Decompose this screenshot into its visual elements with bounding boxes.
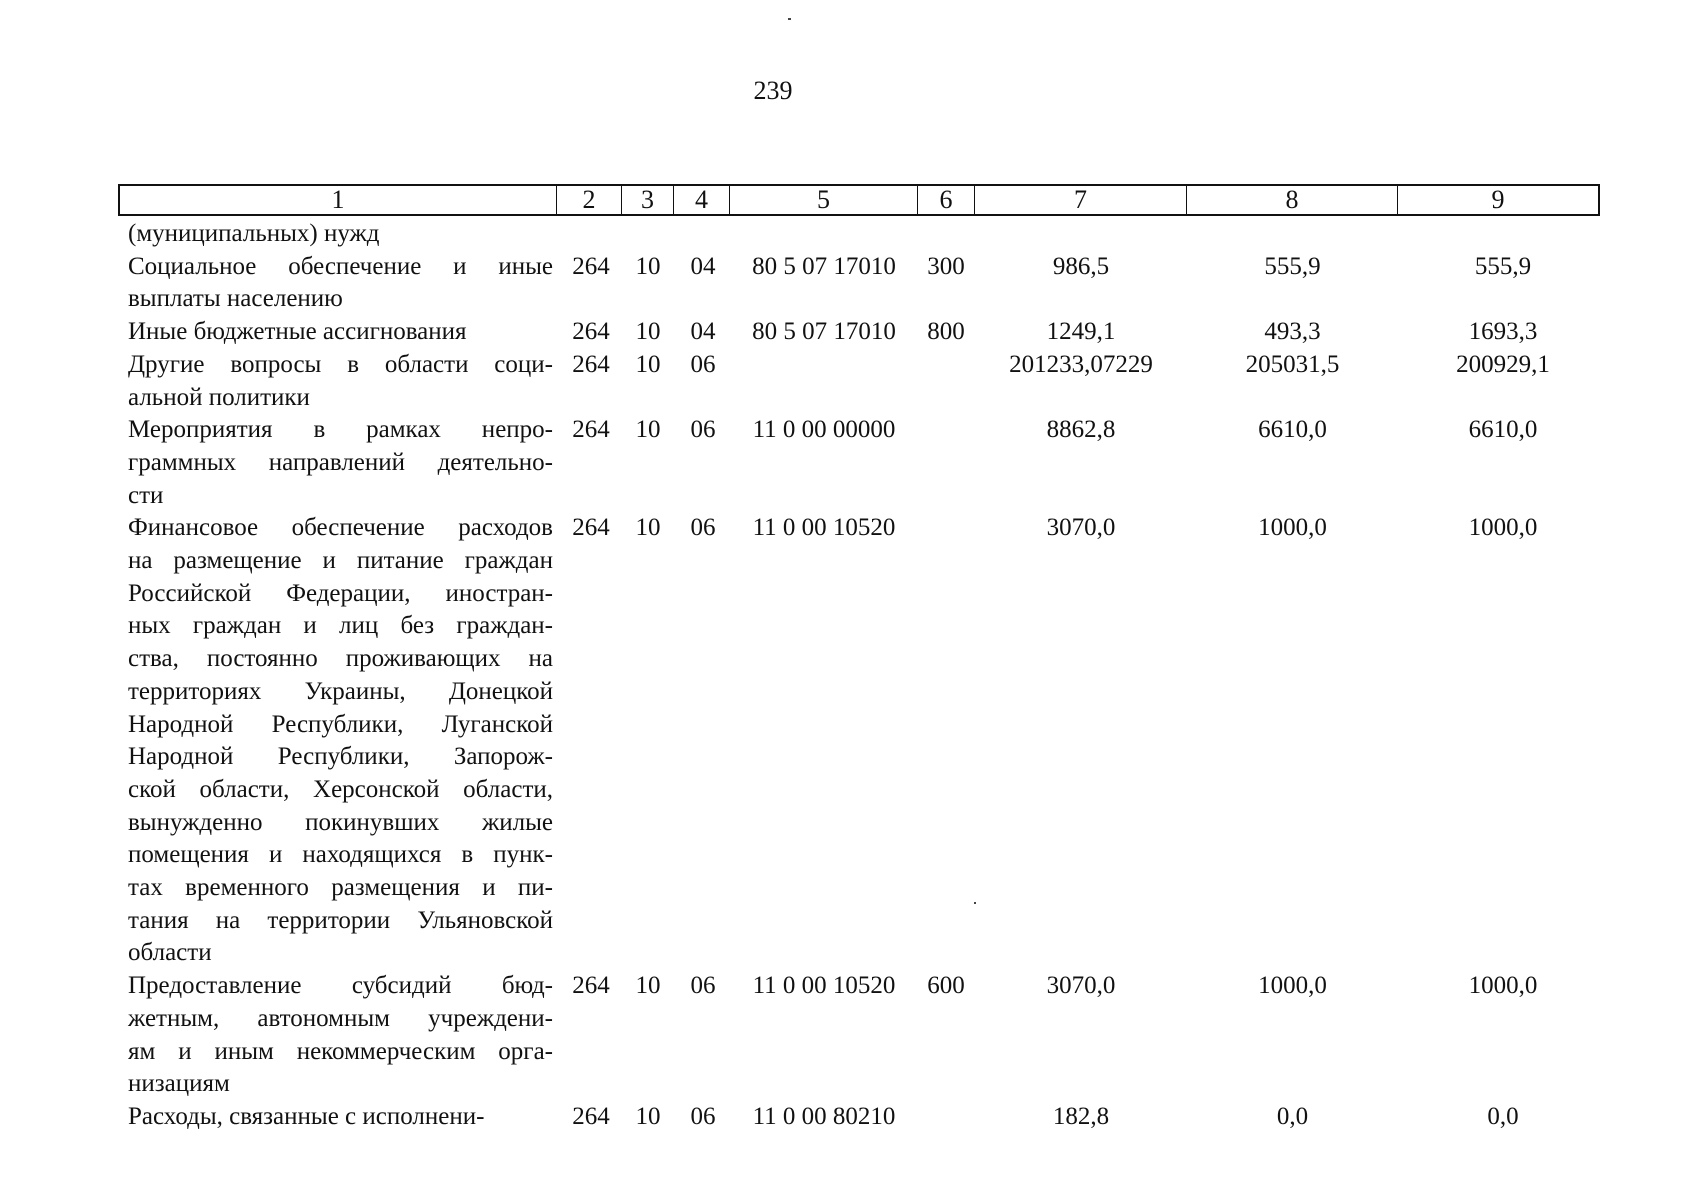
header-col-2: 2: [557, 186, 622, 214]
cell-col-9: 555,9: [1474, 252, 1532, 280]
description-line: Российской Федерации, иностран-: [128, 579, 553, 607]
cell-col-5: 11 0 00 00000: [752, 416, 896, 444]
cell-col-7: 1249,1: [1046, 318, 1116, 346]
cell-col-3: 10: [635, 514, 661, 542]
description-line: низациям: [128, 1070, 230, 1098]
cell-col-6: 600: [927, 972, 965, 1000]
cell-col-8: 1000,0: [1258, 972, 1327, 1000]
cell-col-7: 8862,8: [1046, 416, 1116, 444]
page-number: [0, 76, 1696, 106]
cell-col-9: 1000,0: [1468, 514, 1538, 542]
row-description: [128, 251, 553, 316]
scan-speck: [974, 902, 976, 904]
page-number-text: 239: [753, 76, 793, 105]
cell-col-2: 264: [572, 252, 610, 280]
description-line: Народной Республики, Луганской: [128, 710, 553, 738]
cell-col-2: 264: [572, 318, 610, 346]
header-col-7: 7: [975, 186, 1187, 214]
description-line: тания на территории Ульяновской: [128, 906, 553, 934]
header-col-4: 4: [674, 186, 730, 214]
cell-col-6: 300: [927, 252, 965, 280]
cell-col-7: 201233,07229: [1009, 350, 1153, 378]
description-line: Народной Республики, Запорож-: [128, 743, 553, 771]
description-line: граммных направлений деятельно-: [128, 448, 553, 476]
cell-col-4: 04: [690, 318, 716, 346]
cell-col-2: 264: [572, 416, 610, 444]
table-header: [118, 184, 1600, 216]
cell-col-5: 80 5 07 17010: [752, 252, 896, 280]
cell-col-7: 3070,0: [1046, 514, 1116, 542]
cell-col-6: 800: [927, 318, 965, 346]
description-line: Финансовое обеспечение расходов: [128, 514, 553, 542]
cell-col-2: 264: [572, 1102, 610, 1130]
description-line: ных граждан и лиц без граждан-: [128, 612, 553, 640]
cell-col-3: 10: [635, 1102, 661, 1130]
cell-col-4: 06: [690, 350, 716, 378]
cell-col-4: 06: [690, 416, 716, 444]
row-description: [128, 414, 553, 512]
cell-col-3: 10: [635, 972, 661, 1000]
cell-col-2: 264: [572, 972, 610, 1000]
row-description: [128, 1101, 553, 1134]
scan-speck: [788, 18, 791, 20]
row-description: [128, 970, 553, 1101]
cell-col-7: 182,8: [1052, 1102, 1110, 1130]
cell-col-2: 264: [572, 514, 610, 542]
cell-col-5: 11 0 00 80210: [752, 1102, 896, 1130]
cell-col-5: 11 0 00 10520: [752, 514, 896, 542]
description-line: Другие вопросы в области соци-: [128, 350, 553, 378]
cell-col-9: 200929,1: [1456, 350, 1550, 378]
cell-col-8: 6610,0: [1258, 416, 1327, 444]
description-line: Социальное обеспечение и иные: [128, 252, 553, 280]
description-line: Предоставление субсидий бюд-: [128, 972, 553, 1000]
description-line: на размещение и питание граждан: [128, 547, 553, 574]
header-col-9: 9: [1491, 185, 1505, 214]
description-line: помещения и находящихся в пунк-: [128, 841, 553, 869]
cell-col-8: 0,0: [1276, 1102, 1309, 1130]
cell-col-9: 0,0: [1487, 1102, 1519, 1130]
header-col-6: 6: [918, 186, 975, 214]
cell-col-4: 06: [690, 972, 716, 1000]
cell-col-8: 1000,0: [1258, 514, 1327, 542]
cell-col-3: 10: [635, 318, 661, 346]
cell-col-7: 3070,0: [1046, 972, 1116, 1000]
cell-col-8: 555,9: [1264, 252, 1321, 280]
description-line: ства, постоянно проживающих на: [128, 645, 553, 673]
row-description: [128, 218, 553, 251]
description-line: области: [128, 939, 212, 967]
cell-col-4: 04: [690, 252, 716, 280]
cell-col-9: 1000,0: [1468, 972, 1538, 1000]
cell-col-2: 264: [572, 350, 610, 378]
cell-col-5: 80 5 07 17010: [752, 318, 896, 346]
description-line: вынужденно покинувших жилые: [128, 808, 553, 836]
description-line: Иные бюджетные ассигнования: [128, 318, 467, 346]
cell-col-4: 06: [690, 514, 716, 542]
description-line: территориях Украины, Донецкой: [128, 677, 553, 705]
cell-col-4: 06: [690, 1102, 716, 1130]
cell-col-3: 10: [635, 252, 661, 280]
description-line: жетным, автономным учреждени-: [128, 1004, 553, 1032]
cell-col-8: 493,3: [1264, 318, 1321, 346]
cell-col-7: 986,5: [1052, 252, 1110, 280]
description-line: альной политики: [128, 383, 310, 411]
cell-col-3: 10: [635, 416, 661, 444]
cell-col-5: 11 0 00 10520: [752, 972, 896, 1000]
cell-col-9: 6610,0: [1468, 416, 1538, 444]
header-col-3: 3: [622, 186, 674, 214]
description-line: Мероприятия в рамках непро-: [128, 416, 553, 444]
cell-col-8: 205031,5: [1245, 350, 1340, 378]
description-line: тах временного размещения и пи-: [128, 874, 553, 902]
row-description: [128, 512, 553, 970]
header-col-1: 1: [120, 186, 557, 214]
description-line: сти: [128, 481, 164, 509]
row-description: [128, 316, 553, 349]
row-description: [128, 349, 553, 414]
description-line: (муниципальных) нужд: [128, 220, 380, 247]
header-col-5: 5: [730, 186, 918, 214]
description-line: Расходы, связанные с исполнени-: [128, 1102, 485, 1130]
header-col-8: 8: [1187, 186, 1398, 214]
cell-col-3: 10: [635, 350, 661, 378]
description-line: ской области, Херсонской области,: [128, 775, 553, 803]
cell-col-9: 1693,3: [1468, 318, 1538, 346]
description-line: выплаты населению: [128, 285, 343, 313]
description-line: ям и иным некоммерческим орга-: [128, 1037, 553, 1065]
